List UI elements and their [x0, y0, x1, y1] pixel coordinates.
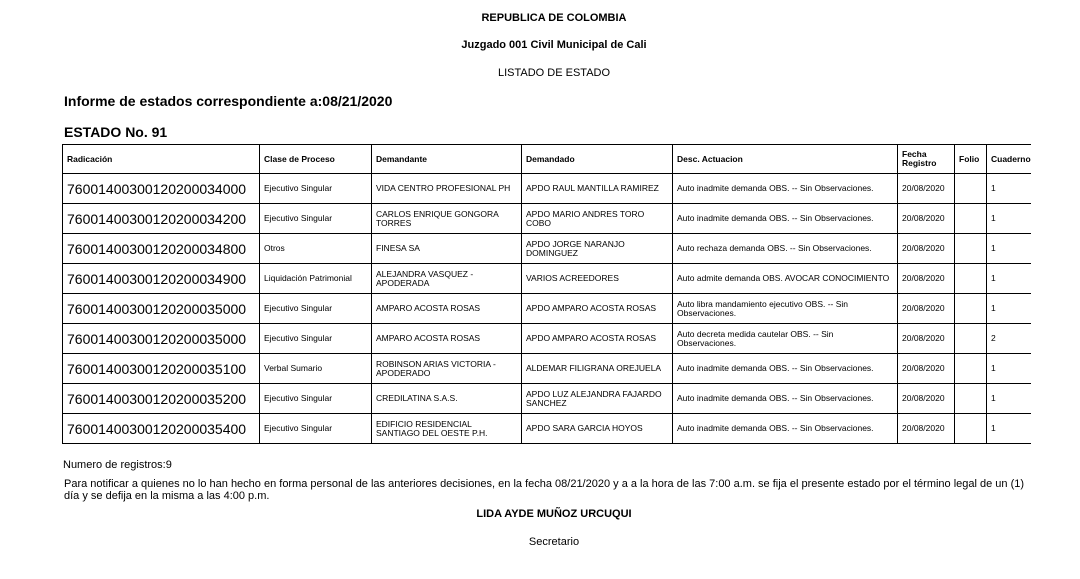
cell-clase: Ejecutivo Singular: [260, 204, 372, 234]
cell-demandante: CARLOS ENRIQUE GONGORA TORRES: [372, 204, 522, 234]
cell-cuaderno: 1: [987, 294, 1032, 324]
cell-demandado: APDO AMPARO ACOSTA ROSAS: [522, 294, 673, 324]
table-row: [63, 204, 1032, 234]
cell-cuaderno: 1: [987, 174, 1032, 204]
cell-demandante: VIDA CENTRO PROFESIONAL PH: [372, 174, 522, 204]
col-fecha: Fecha Registro: [898, 145, 955, 174]
col-radicacion: Radicación: [63, 145, 260, 174]
col-cuaderno: Cuaderno: [987, 145, 1032, 174]
cell-demandante: FINESA SA: [372, 234, 522, 264]
table-row: [63, 384, 1032, 414]
cell-fecha: 20/08/2020: [898, 294, 955, 324]
cell-desc: Auto inadmite demanda OBS. -- Sin Observaciones.: [673, 384, 898, 414]
list-title: LISTADO DE ESTADO: [497, 67, 611, 79]
cell-demandado: APDO JORGE NARANJO DOMINGUEZ: [522, 234, 673, 264]
cell-desc: Auto libra mandamiento ejecutivo OBS. -- Sin Observaciones.: [673, 294, 898, 324]
cell-desc: Auto inadmite demanda OBS. -- Sin Observaciones.: [673, 174, 898, 204]
cell-demandante: ROBINSON ARIAS VICTORIA - APODERADO: [372, 354, 522, 384]
cell-demandante: EDIFICIO RESIDENCIAL SANTIAGO DEL OESTE P.H.: [372, 414, 522, 444]
signature-name: LIDA AYDE MUÑOZ URCUQUI: [476, 508, 632, 520]
cell-desc: Auto admite demanda OBS. AVOCAR CONOCIMIENTO: [673, 264, 898, 294]
cell-folio: [955, 204, 987, 234]
table-row: [63, 234, 1032, 264]
cell-radicacion: 76001400300120200035200: [63, 384, 260, 414]
cell-demandado: APDO LUZ ALEJANDRA FAJARDO SANCHEZ: [522, 384, 673, 414]
table-row: [63, 294, 1032, 324]
court-heading: Juzgado 001 Civil Municipal de Cali: [461, 39, 647, 51]
cell-cuaderno: 1: [987, 234, 1032, 264]
cell-demandante: AMPARO ACOSTA ROSAS: [372, 294, 522, 324]
cell-clase: Ejecutivo Singular: [260, 294, 372, 324]
cell-radicacion: 76001400300120200035400: [63, 414, 260, 444]
cell-cuaderno: 1: [987, 384, 1032, 414]
col-demandante: Demandante: [372, 145, 522, 174]
cell-desc: Auto rechaza demanda OBS. -- Sin Observaciones.: [673, 234, 898, 264]
cell-clase: Verbal Sumario: [260, 354, 372, 384]
cell-desc: Auto decreta medida cautelar OBS. -- Sin Observaciones.: [673, 324, 898, 354]
report-title: Informe de estados correspondiente a:08/21/2020: [64, 93, 393, 109]
cell-fecha: 20/08/2020: [898, 384, 955, 414]
signature-role: Secretario: [528, 536, 580, 548]
cell-demandado: APDO MARIO ANDRES TORO COBO: [522, 204, 673, 234]
cell-fecha: 20/08/2020: [898, 204, 955, 234]
record-count: Numero de registros:9: [63, 459, 172, 471]
cell-cuaderno: 1: [987, 264, 1032, 294]
cell-demandado: APDO SARA GARCIA HOYOS: [522, 414, 673, 444]
table-row: [63, 354, 1032, 384]
country-heading: REPUBLICA DE COLOMBIA: [481, 12, 627, 24]
cell-radicacion: 76001400300120200035100: [63, 354, 260, 384]
cell-desc: Auto inadmite demanda OBS. -- Sin Observaciones.: [673, 414, 898, 444]
cell-folio: [955, 354, 987, 384]
cell-clase: Ejecutivo Singular: [260, 414, 372, 444]
table-row: [63, 174, 1032, 204]
cell-radicacion: 76001400300120200034800: [63, 234, 260, 264]
col-folio: Folio: [955, 145, 987, 174]
cell-clase: Ejecutivo Singular: [260, 174, 372, 204]
cell-fecha: 20/08/2020: [898, 174, 955, 204]
cell-demandado: APDO RAUL MANTILLA RAMIREZ: [522, 174, 673, 204]
cell-cuaderno: 1: [987, 354, 1032, 384]
cell-radicacion: 76001400300120200035000: [63, 294, 260, 324]
cell-desc: Auto inadmite demanda OBS. -- Sin Observaciones.: [673, 354, 898, 384]
estados-table: [62, 144, 1031, 444]
table-row: [63, 414, 1032, 444]
cell-fecha: 20/08/2020: [898, 354, 955, 384]
cell-folio: [955, 384, 987, 414]
cell-radicacion: 76001400300120200034200: [63, 204, 260, 234]
cell-fecha: 20/08/2020: [898, 414, 955, 444]
cell-radicacion: 76001400300120200035000: [63, 324, 260, 354]
col-clase: Clase de Proceso: [260, 145, 372, 174]
cell-radicacion: 76001400300120200034900: [63, 264, 260, 294]
cell-folio: [955, 414, 987, 444]
cell-folio: [955, 264, 987, 294]
table-header-row: [63, 145, 1032, 174]
notification-text: Para notificar a quienes no lo han hecho en forma personal de las anteriores decisiones, en la fecha 08/21/2020 y a a la hora de las 7:00 a.m. se fija el presente estado por el término legal de un (1) día y se defija en la misma a las 4:00 p.m.: [64, 478, 1025, 502]
cell-demandante: AMPARO ACOSTA ROSAS: [372, 324, 522, 354]
cell-demandado: APDO AMPARO ACOSTA ROSAS: [522, 324, 673, 354]
cell-fecha: 20/08/2020: [898, 264, 955, 294]
cell-demandado: VARIOS ACREEDORES: [522, 264, 673, 294]
table-row: [63, 264, 1032, 294]
cell-radicacion: 76001400300120200034000: [63, 174, 260, 204]
cell-folio: [955, 174, 987, 204]
cell-fecha: 20/08/2020: [898, 324, 955, 354]
cell-fecha: 20/08/2020: [898, 234, 955, 264]
cell-clase: Otros: [260, 234, 372, 264]
cell-demandante: ALEJANDRA VASQUEZ - APODERADA: [372, 264, 522, 294]
cell-demandante: CREDILATINA S.A.S.: [372, 384, 522, 414]
col-demandado: Demandado: [522, 145, 673, 174]
cell-folio: [955, 234, 987, 264]
cell-cuaderno: 1: [987, 204, 1032, 234]
cell-desc: Auto inadmite demanda OBS. -- Sin Observaciones.: [673, 204, 898, 234]
cell-folio: [955, 324, 987, 354]
table-row: [63, 324, 1032, 354]
cell-cuaderno: 1: [987, 414, 1032, 444]
cell-folio: [955, 294, 987, 324]
cell-clase: Liquidación Patrimonial: [260, 264, 372, 294]
col-desc: Desc. Actuacion: [673, 145, 898, 174]
cell-clase: Ejecutivo Singular: [260, 384, 372, 414]
cell-clase: Ejecutivo Singular: [260, 324, 372, 354]
cell-demandado: ALDEMAR FILIGRANA OREJUELA: [522, 354, 673, 384]
estado-number: ESTADO No. 91: [64, 124, 168, 140]
cell-cuaderno: 2: [987, 324, 1032, 354]
